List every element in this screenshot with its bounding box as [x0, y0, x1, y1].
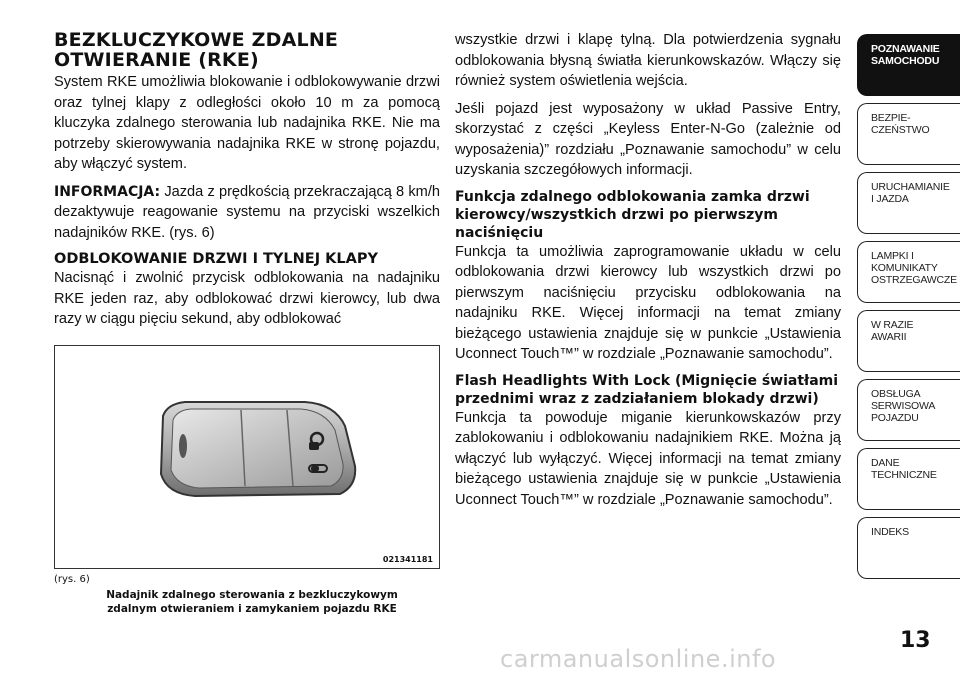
left-column [54, 30, 440, 337]
tab-indeks[interactable]: INDEKS [857, 517, 960, 579]
right-paragraph-1: wszystkie drzwi i klapę tylną. Dla potwierdzenia sygnału odblokowania błysną światła kierunkowskazów. Włączy się również system oświetlenia wejścia. [455, 32, 841, 89]
key-fob-figure [54, 345, 440, 569]
key-fob-illustration [55, 346, 439, 568]
right-paragraph-2: Jeśli pojazd jest wyposażony w układ Passive Entry, skorzystać z części „Keyless Enter-N-Go (zależnie od wyposażenia)” rozdziału „Poznawanie samochodu” w celu uzyskania szczegółowych informacji. [455, 100, 841, 178]
intro-paragraph: System RKE umożliwia blokowanie i odblokowywanie drzwi oraz tylnej klapy z odległości około 10 m za pomocą kluczyka zdalnego sterowania lub nadajnika RKE. Nie ma potrzeby skierowywania nadajnika RKE w stronę pojazdu, aby włączyć system. [54, 74, 440, 172]
tab-poznawanie-samochodu[interactable]: POZNAWANIE SAMOCHODU [857, 34, 960, 96]
figure-code: 021341181 [382, 555, 433, 564]
caption-line2: zdalnym otwieraniem i zamykaniem pojazdu RKE [107, 603, 397, 615]
figure-ref: (rys. 6) [54, 574, 90, 585]
info-paragraph [54, 182, 440, 244]
page-number: 13 [900, 628, 931, 653]
watermark: carmanualsonline.info [500, 645, 777, 673]
info-text: Jazda z prędkością przekraczającą 8 km/h dezaktywuje reagowanie systemu na przyciski wszelkich nadajników RKE. (rys. 6) [54, 183, 440, 241]
right-paragraph-4: Funkcja ta powoduje miganie kierunkowskazów przy zablokowaniu i odblokowaniu nadajnikiem RKE. Można ją włączyć lub wyłączyć. Więcej informacji na temat zmiany bieżącego ustawienia znajduje się w punkcie „Ustawienia Uconnect Touch™” w rozdziale „Poznawanie samochodu”. [455, 409, 841, 508]
tab-w-razie-awarii[interactable]: W RAZIE AWARII [857, 310, 960, 372]
info-label: INFORMACJA: [54, 183, 161, 200]
unlock-paragraph: Nacisnąć i zwolnić przycisk odblokowania na nadajniku RKE jeden raz, aby odblokować drzwi kierowcy, lub dwa razy w ciągu pięciu sekund, aby odblokować [54, 270, 440, 327]
figure-caption [64, 588, 440, 616]
chapter-tabs [857, 34, 960, 586]
page-title-line1: BEZKLUCZYKOWE ZDALNE [54, 29, 339, 51]
tab-lampki-i-komunikaty[interactable]: LAMPKI I KOMUNIKATY OSTRZEGAWCZE [857, 241, 960, 303]
tab-dane-techniczne[interactable]: DANE TECHNICZNE [857, 448, 960, 510]
tab-obsluga-serwisowa[interactable]: OBSŁUGA SERWISOWA POJAZDU [857, 379, 960, 441]
tab-uruchamianie-i-jazda[interactable]: URUCHAMIANIE I JAZDA [857, 172, 960, 234]
heading-flash-headlights: Flash Headlights With Lock (Mignięcie światłami przednimi wraz z zadziałaniem blokady drzwi) [455, 372, 839, 407]
heading-first-press-unlock: Funkcja zdalnego odblokowania zamka drzwi kierowcy/wszystkich drzwi po pierwszym naciśnięciu [455, 188, 810, 241]
tab-bezpieczenstwo[interactable]: BEZPIE- CZEŃSTWO [857, 103, 960, 165]
section-heading-unlock: ODBLOKOWANIE DRZWI I TYLNEJ KLAPY [54, 251, 378, 267]
caption-line1: Nadajnik zdalnego sterowania z bezkluczykowym [106, 589, 398, 601]
right-paragraph-3: Funkcja ta umożliwia zaprogramowanie układu w celu odblokowania drzwi kierowcy lub wszystkich drzwi po pierwszym naciśnięciu przycisku odblokowania na nadajniku RKE. Więcej informacji na temat zmiany bieżącego ustawienia znajduje się w punkcie „Ustawienia Uconnect Touch™” w rozdziale „Poznawanie samochodu”. [455, 243, 841, 362]
right-column [455, 30, 841, 517]
page-title-line2: OTWIERANIE (RKE) [54, 49, 259, 71]
